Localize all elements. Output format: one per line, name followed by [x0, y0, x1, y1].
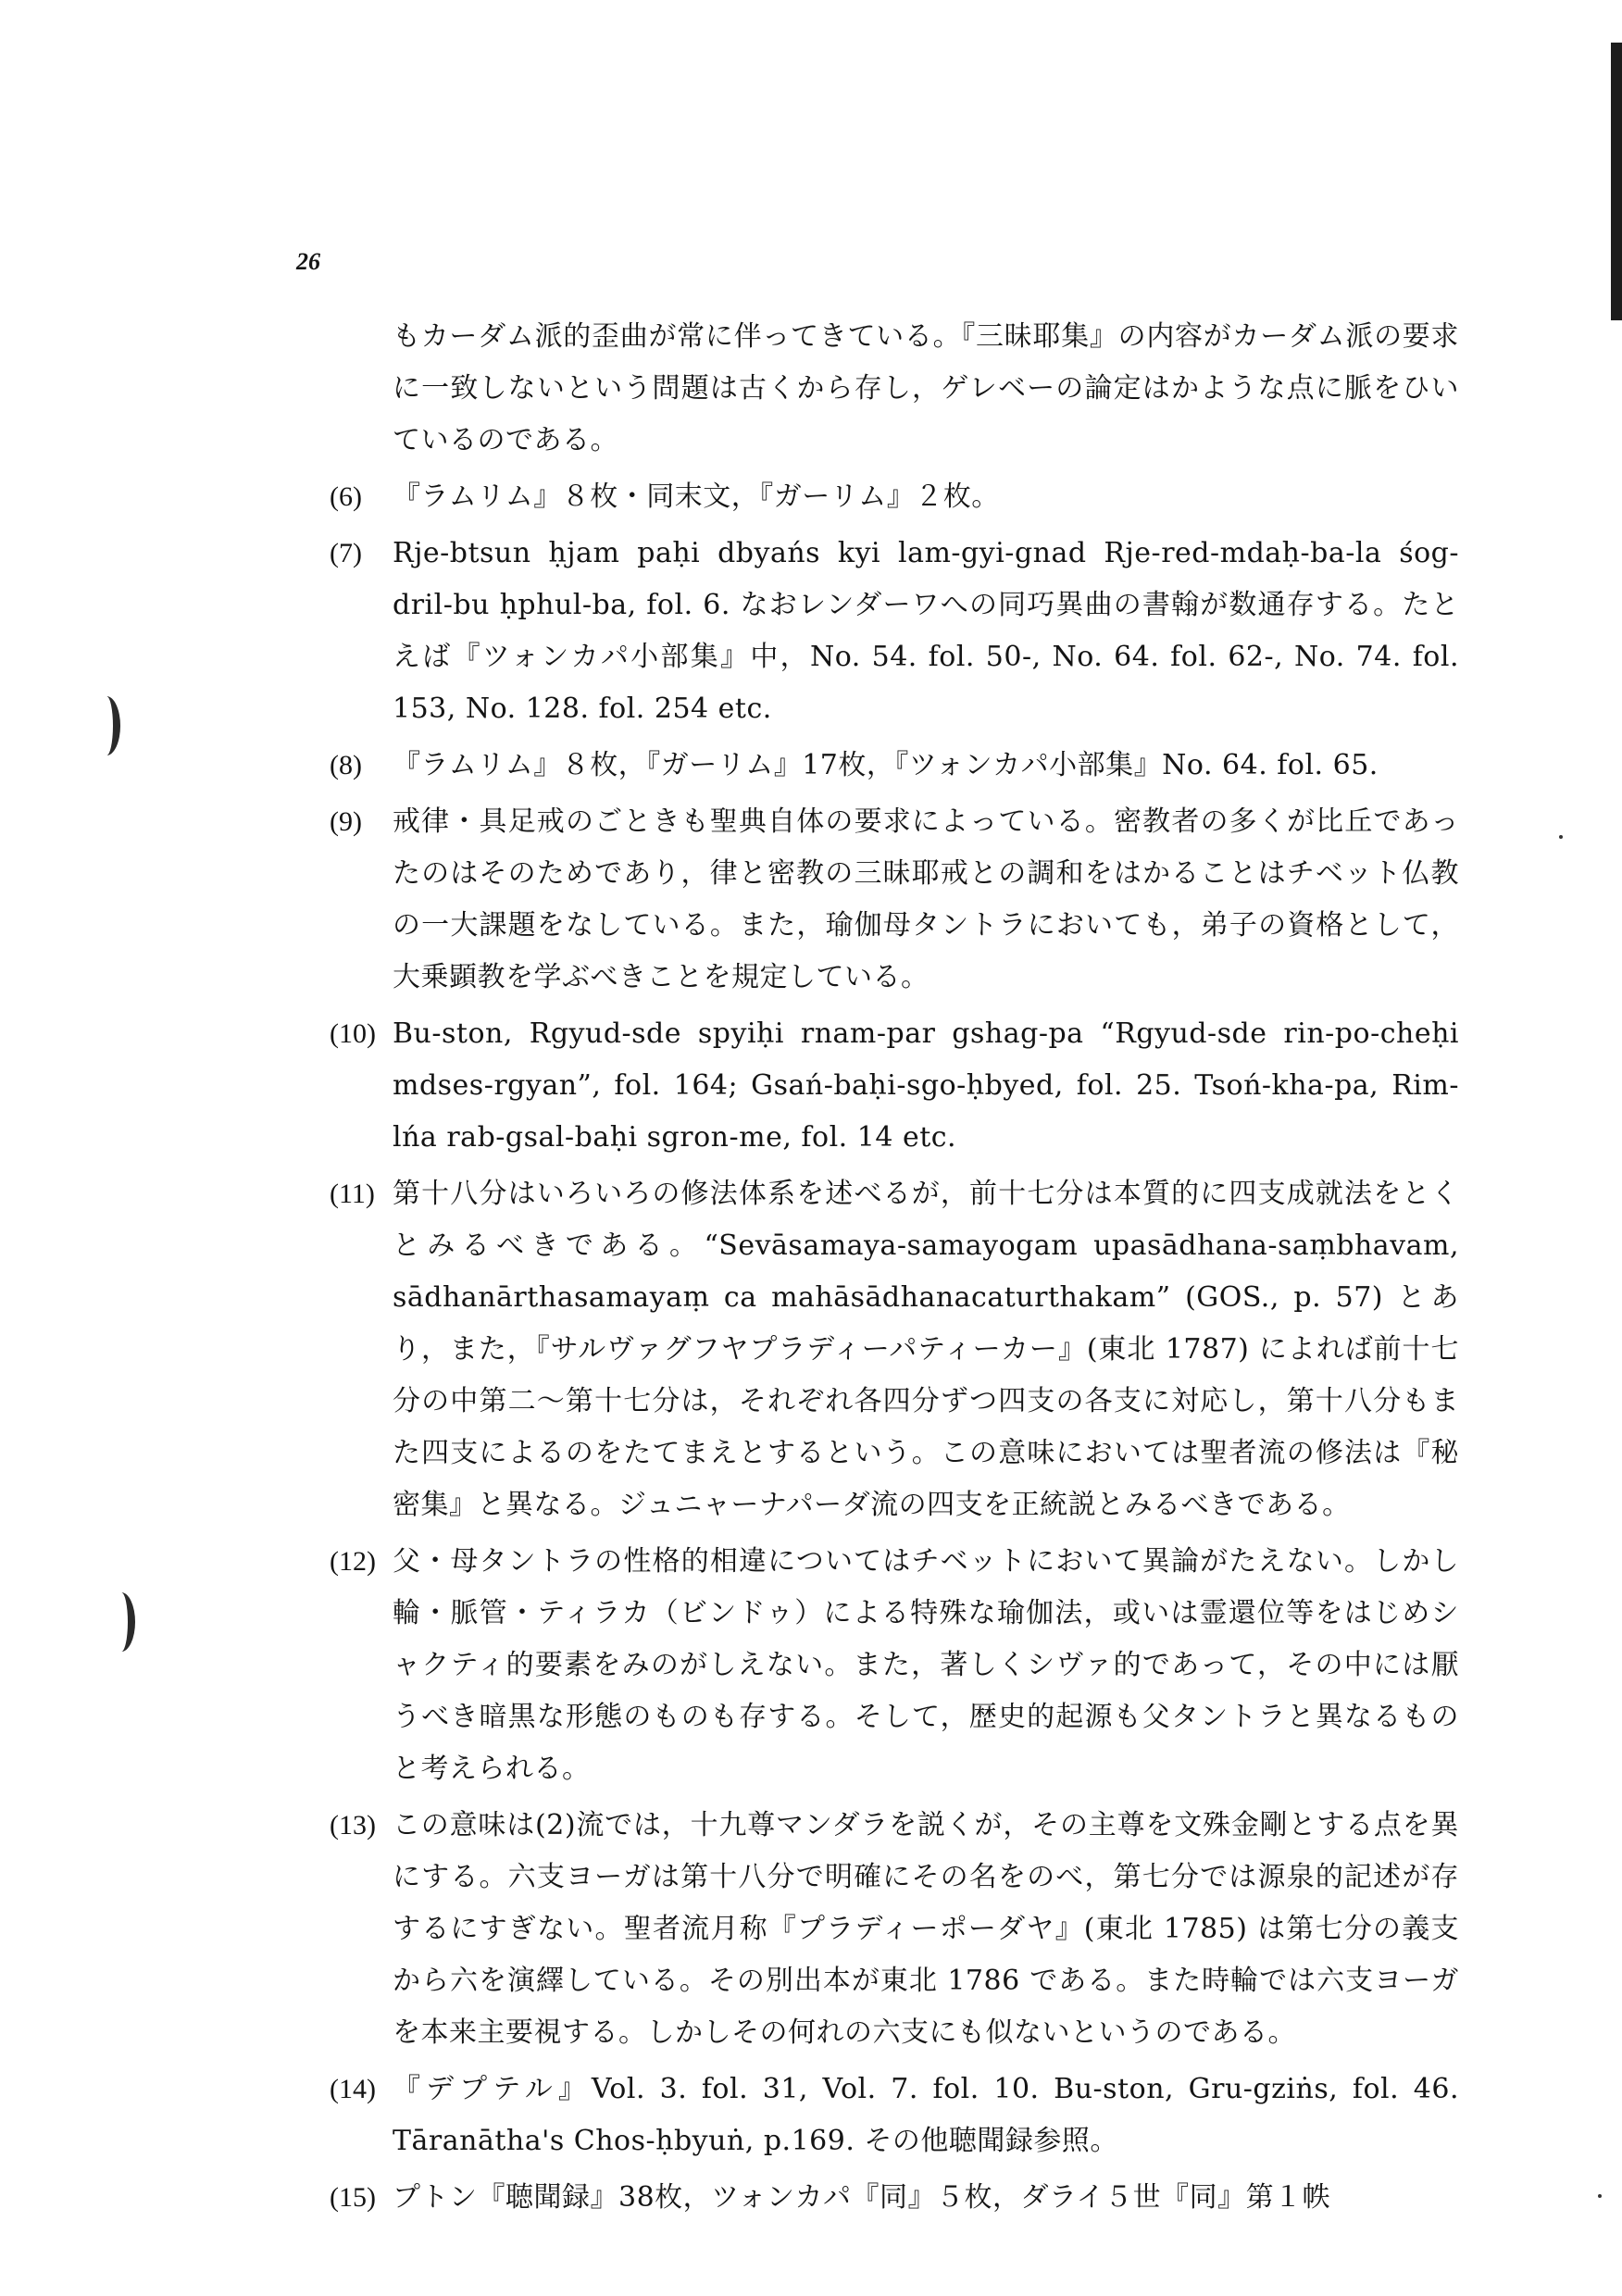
binding-hole-mark: [93, 696, 120, 755]
lead-paragraph: もカーダム派的歪曲が常に伴ってきている。『三昧耶集』の内容がカーダム派の要求に一致しないという問題は古くから存し，ゲレベーの論定はかような点に脈をひいているのである。: [393, 320, 1459, 456]
footnote-item: [330, 528, 1459, 735]
footnote-item: [330, 796, 1459, 1004]
footnote-number: (15): [330, 2182, 376, 2213]
footnote-item: [330, 1800, 1459, 2059]
footnote-item: [330, 1008, 1459, 1164]
footnotes: [330, 311, 1459, 2228]
footnote-text: 第十八分はいろいろの修法体系を述べるが，前十七分は本質的に四支成就法をとくとみるべきである。“Sevāsamaya-samayogam upasādhana-saṃbhavam, sādhanārthasamayaṃ ca mahāsādhanacaturthakam” (GOS., p. 57) とあり，また，『サルヴァグフヤプラディーパティーカー』(東北 1787) によれば前十七分の中第二〜第十七分は，それぞれ各四分ずつ四支の各支に対応し，第十八分もまた四支によるのをたてまえとするという。この意味においては聖者流の修法は『秘密集』と異なる。ジュニャーナパーダ流の四支を正統説とみるべきである。: [393, 1178, 1459, 1521]
scan-edge-mark: [1611, 43, 1622, 320]
binding-hole-mark: [107, 1592, 135, 1652]
footnote-text: 『ラムリム』８枚，『ガーリム』17枚，『ツォンカパ小部集』No. 64. fol. 65.: [393, 749, 1379, 781]
footnote-number: (14): [330, 2074, 376, 2104]
footnote-item: [330, 1536, 1459, 1795]
footnote-number: (11): [330, 1179, 375, 1209]
footnote-text: 『ラムリム』８枚・同末文，『ガーリム』２枚。: [393, 480, 1000, 513]
footnote-item: [330, 1168, 1459, 1531]
footnote-text: プトン『聴聞録』38枚，ツォンカパ『同』５枚，ダライ５世『同』第１帙: [393, 2181, 1331, 2214]
footnote-text: 『デプテル』Vol. 3. fol. 31, Vol. 7. fol. 10. Bu-ston, Gru-gziṅs, fol. 46. Tāranātha's Chos-ḥbyuṅ, p.169. その他聴聞録参照。: [393, 2073, 1459, 2157]
footnote-number: (8): [330, 750, 362, 780]
footnote-text: 戒律・具足戒のごときも聖典自体の要求によっている。密教者の多くが比丘であったのはそのためであり，律と密教の三昧耶戒との調和をはかることはチベット仏教の一大課題をなしている。また，瑜伽母タントラにおいても，弟子の資格として，大乗顕教を学ぶべきことを規定している。: [393, 805, 1459, 993]
footnote-number: (13): [330, 1810, 376, 1841]
footnote-number: (10): [330, 1018, 376, 1049]
footnote-text: この意味は(2)流では，十九尊マンダラを説くが，その主尊を文殊金剛とする点を異にする。六支ヨーガは第十八分で明確にその名をのべ，第七分では源泉的記述が存するにすぎない。聖者流月称『プラディーポーダヤ』(東北 1785) は第七分の義支から六を演繹している。その別出本が東北 1786 である。また時輪では六支ヨーガを本来主要視する。しかしその何れの六支にも似ないというのである。: [393, 1809, 1459, 2049]
footnote-number: (6): [330, 481, 362, 512]
footnote-item: [330, 2064, 1459, 2167]
footnote-number: (12): [330, 1546, 376, 1577]
footnote-text: Bu-ston, Rgyud-sde spyiḥi rnam-par gshag-pa “Rgyud-sde rin-po-cheḥi mdses-rgyan”, fol. 164; Gsań-baḥi-sgo-ḥbyed, fol. 25. Tsoń-kha-pa, Rim-lńa rab-gsal-baḥi sgron-me, fol. 14 etc.: [393, 1017, 1459, 1154]
footnote-text: Rje-btsun ḥjam paḥi dbyańs kyi lam-gyi-gnad Rje-red-mdaḥ-ba-la śog-dril-bu ḥphul-ba, fol. 6. なおレンダーワへの同巧異曲の書翰が数通存する。たとえば『ツォンカパ小部集』中，No. 54. fol. 50-, No. 64. fol. 62-, No. 74. fol. 153, No. 128. fol. 254 etc.: [393, 537, 1459, 725]
scan-speck: [1598, 2194, 1602, 2198]
footnote-number: (7): [330, 538, 362, 568]
lead-paragraph-block: [330, 311, 1459, 467]
footnote-number: (9): [330, 806, 362, 837]
notes-container: [330, 471, 1459, 2224]
footnote-item: [330, 471, 1459, 523]
footnote-item: [330, 2172, 1459, 2224]
footnote-item: [330, 740, 1459, 792]
footnote-text: 父・母タントラの性格的相違についてはチベットにおいて異論がたえない。しかし輪・脈管・ティラカ（ビンドゥ）による特殊な瑜伽法，或いは霊還位等をはじめシャクティ的要素をみのがしえない。また，著しくシヴァ的であって，その中には厭うべき暗黒な形態のものも存する。そして，歴史的起源も父タントラと異なるものと考えられる。: [393, 1545, 1459, 1785]
page-number: 26: [296, 248, 320, 275]
scan-speck: [1559, 835, 1563, 839]
